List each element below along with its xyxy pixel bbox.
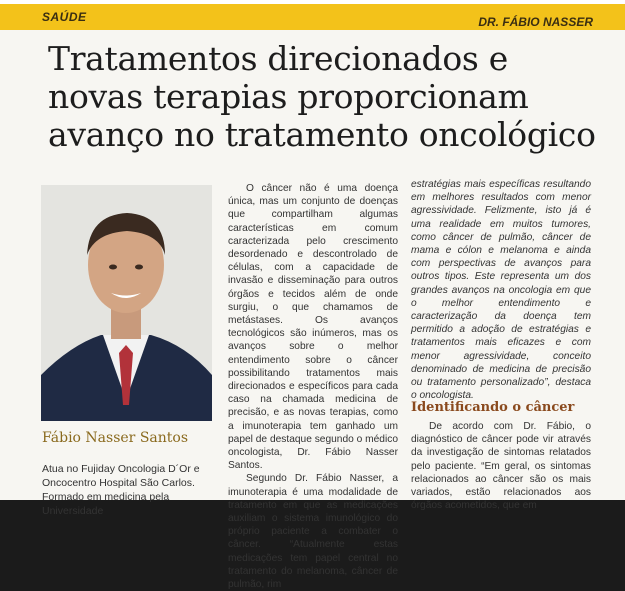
author-photo — [41, 185, 212, 421]
article-paragraph: De acordo com Dr. Fábio, o diagnóstico de câncer pode vir através da investigação de sintomas relatados pelo paciente. “Em geral, os sintomas relacionados ao câncer são os mais variados, estão relacionados aos órgãos acometidos, que em — [411, 421, 591, 512]
article-paragraph: estratégias mais específicas resultando em melhores resultados com menor agressividade. Felizmente, isto já é uma realidade em muitos tumores, como câncer de pulmão, câncer de mama e cólon e melanoma e ainda com perspectivas de avanços para outros tipos. Este representa um dos grandes avanços na oncologia em que o melhor entendimento e caracterização da doença tem permitido a adoção de estratégias e tratamentos mais eficazes e com menor agressividade, conceito denominado de medicina de precisão ou tratamento personalizado”, destaca o oncologista. — [411, 179, 591, 402]
headline: Tratamentos direcionados e novas terapias proporcionam avanço no tratamento oncológico — [48, 39, 596, 154]
author-bio: Atua no Fujiday Oncologia D´Or e Oncocentro Hospital São Carlos. Formado em medicina pela Universidade — [42, 463, 200, 517]
column-author: DR. FÁBIO NASSER — [478, 15, 593, 29]
section-label: SAÚDE — [42, 10, 87, 24]
article-column-2 — [228, 182, 398, 591]
section-subheading: Identificando o câncer — [411, 400, 575, 415]
portrait-illustration — [41, 185, 212, 421]
article-paragraph: O câncer não é uma doença única, mas um conjunto de doenças que compartilham algumas características em comum caracterizada pelo crescimento desordenado e descontrolado de células, com a capacidade de invasão e disseminação para outros órgãos e tecidos além de onde surgiu, o que chamamos de metástases. Os avanços tecnológicos são inúmeros, mas os avanços sobre o melhor entendimento sobre o câncer possibilitando tratamentos mais direcionados e específicos para cada caso na chamada medicina de precisão, e as novas terapias, como a imunoterapia tem ganhado um papel de destaque segundo o médico oncologista, Dr. Fábio Nasser Santos. — [228, 183, 398, 472]
article-column-3-continued — [411, 420, 591, 512]
article-column-3 — [411, 178, 591, 402]
photo-caption: Fábio Nasser Santos — [42, 430, 189, 446]
article-paragraph: Segundo Dr. Fábio Nasser, a imunoterapia é uma modalidade de tratamento em que as medicações auxiliam o sistema imunológico do próprio paciente a combater o câncer. “Atualmente estas medicações tem papel central no tratamento do melanoma, câncer de pulmão, rim — [228, 473, 398, 591]
